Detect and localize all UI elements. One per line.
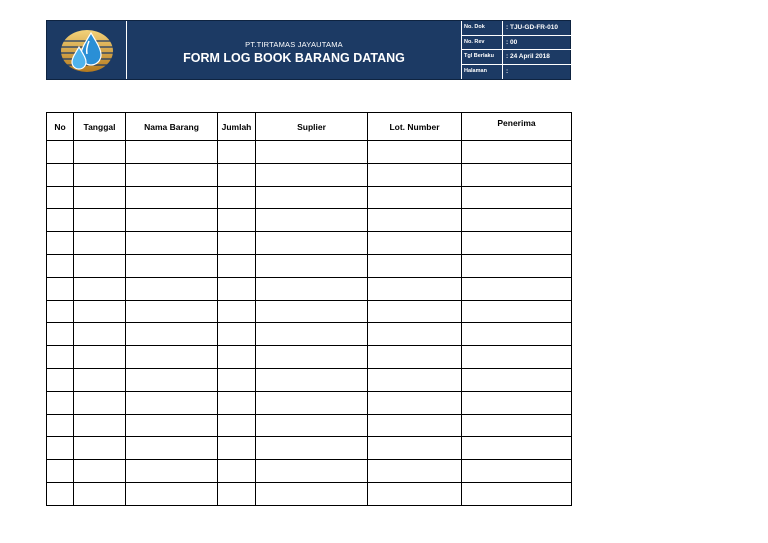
table-cell[interactable]: [47, 437, 74, 460]
table-cell[interactable]: [368, 277, 462, 300]
table-cell[interactable]: [462, 300, 572, 323]
table-cell[interactable]: [256, 141, 368, 164]
table-cell[interactable]: [74, 460, 126, 483]
table-cell[interactable]: [368, 368, 462, 391]
table-row: [47, 209, 572, 232]
table-cell[interactable]: [47, 346, 74, 369]
column-header-tanggal: Tanggal: [74, 113, 126, 141]
table-cell[interactable]: [256, 391, 368, 414]
table-cell[interactable]: [256, 368, 368, 391]
table-cell[interactable]: [47, 414, 74, 437]
logo-cell: [47, 21, 127, 79]
table-row: [47, 323, 572, 346]
table-cell[interactable]: [368, 460, 462, 483]
table-cell[interactable]: [74, 437, 126, 460]
table-cell[interactable]: [47, 482, 74, 505]
table-row: [47, 391, 572, 414]
table-cell[interactable]: [126, 414, 218, 437]
table-cell[interactable]: [218, 254, 256, 277]
meta-value: : 24 April 2018: [506, 53, 550, 60]
column-header-jumlah: Jumlah: [218, 113, 256, 141]
table-cell[interactable]: [74, 141, 126, 164]
table-cell[interactable]: [218, 414, 256, 437]
table-cell[interactable]: [368, 186, 462, 209]
table-cell[interactable]: [218, 277, 256, 300]
meta-label: Halaman: [464, 67, 487, 74]
table-cell[interactable]: [126, 300, 218, 323]
table-cell[interactable]: [218, 186, 256, 209]
table-cell[interactable]: [256, 232, 368, 255]
table-cell[interactable]: [126, 141, 218, 164]
table-row: [47, 346, 572, 369]
table-cell[interactable]: [126, 323, 218, 346]
table-row: [47, 368, 572, 391]
column-header-no: No: [47, 113, 74, 141]
table-cell[interactable]: [462, 163, 572, 186]
table-cell[interactable]: [368, 437, 462, 460]
table-cell[interactable]: [462, 460, 572, 483]
table-cell[interactable]: [368, 391, 462, 414]
table-cell[interactable]: [74, 186, 126, 209]
table-cell[interactable]: [256, 300, 368, 323]
table-cell[interactable]: [368, 300, 462, 323]
table-cell[interactable]: [462, 232, 572, 255]
table-row: [47, 186, 572, 209]
table-cell[interactable]: [47, 232, 74, 255]
meta-value: : TJU-GD-FR-010: [506, 24, 559, 31]
table-row: [47, 232, 572, 255]
table-cell[interactable]: [126, 460, 218, 483]
log-book-table: [46, 112, 572, 506]
table-row: [47, 277, 572, 300]
table-cell[interactable]: [218, 209, 256, 232]
meta-row-page: [462, 65, 571, 80]
table-row: [47, 300, 572, 323]
table-cell[interactable]: [368, 323, 462, 346]
table-cell[interactable]: [126, 391, 218, 414]
table-cell[interactable]: [256, 482, 368, 505]
table-cell[interactable]: [462, 346, 572, 369]
table-row: [47, 460, 572, 483]
table-cell[interactable]: [256, 209, 368, 232]
table-cell[interactable]: [74, 209, 126, 232]
table-cell[interactable]: [47, 391, 74, 414]
company-logo-icon: [57, 27, 117, 75]
table-row: [47, 482, 572, 505]
table-cell[interactable]: [74, 300, 126, 323]
table-cell[interactable]: [256, 346, 368, 369]
table-cell[interactable]: [368, 346, 462, 369]
table-cell[interactable]: [126, 346, 218, 369]
table-cell[interactable]: [74, 232, 126, 255]
table-row: [47, 163, 572, 186]
table-cell[interactable]: [218, 141, 256, 164]
table-cell[interactable]: [47, 163, 74, 186]
table-cell[interactable]: [74, 163, 126, 186]
table-cell[interactable]: [462, 368, 572, 391]
form-title: FORM LOG BOOK BARANG DATANG: [183, 51, 405, 65]
table-cell[interactable]: [256, 254, 368, 277]
table-cell[interactable]: [47, 460, 74, 483]
table-cell[interactable]: [47, 323, 74, 346]
table-cell[interactable]: [462, 186, 572, 209]
table-cell[interactable]: [47, 141, 74, 164]
company-name: PT.TIRTAMAS JAYAUTAMA: [245, 40, 343, 49]
table-row: [47, 437, 572, 460]
meta-label: Tgl Berlaku: [464, 53, 494, 59]
table-cell[interactable]: [126, 277, 218, 300]
table-cell[interactable]: [47, 368, 74, 391]
table-cell[interactable]: [74, 323, 126, 346]
table-cell[interactable]: [462, 277, 572, 300]
table-cell[interactable]: [74, 254, 126, 277]
table-cell[interactable]: [218, 391, 256, 414]
table-cell[interactable]: [256, 460, 368, 483]
meta-row-effective-date: [462, 50, 571, 65]
table-cell[interactable]: [218, 232, 256, 255]
column-header-lot-number: Lot. Number: [368, 113, 462, 141]
table-cell[interactable]: [74, 368, 126, 391]
table-cell[interactable]: [256, 277, 368, 300]
table-cell[interactable]: [368, 209, 462, 232]
table-cell[interactable]: [126, 163, 218, 186]
table-cell[interactable]: [218, 163, 256, 186]
title-cell: [127, 21, 462, 79]
table-cell[interactable]: [218, 346, 256, 369]
table-cell[interactable]: [74, 414, 126, 437]
table-cell[interactable]: [368, 482, 462, 505]
meta-label: No. Rev: [464, 38, 485, 45]
column-header-nama-barang: Nama Barang: [126, 113, 218, 141]
table-cell[interactable]: [462, 437, 572, 460]
table-cell[interactable]: [462, 323, 572, 346]
table-cell[interactable]: [368, 254, 462, 277]
table-cell[interactable]: [47, 254, 74, 277]
table-header-row: [47, 113, 572, 141]
table-cell[interactable]: [218, 300, 256, 323]
table-cell[interactable]: [462, 141, 572, 164]
table-cell[interactable]: [126, 368, 218, 391]
table-cell[interactable]: [47, 209, 74, 232]
column-header-penerima: Penerima: [462, 113, 572, 141]
table-cell[interactable]: [126, 232, 218, 255]
table-cell[interactable]: [368, 232, 462, 255]
table-cell[interactable]: [74, 346, 126, 369]
column-header-suplier: Suplier: [256, 113, 368, 141]
table-cell[interactable]: [74, 391, 126, 414]
table-cell[interactable]: [74, 482, 126, 505]
meta-value: :: [506, 67, 509, 75]
table-cell[interactable]: [218, 460, 256, 483]
table-cell[interactable]: [462, 482, 572, 505]
table-cell[interactable]: [462, 414, 572, 437]
table-cell[interactable]: [126, 209, 218, 232]
table-cell[interactable]: [256, 163, 368, 186]
meta-row-revision: [462, 36, 571, 51]
table-cell[interactable]: [74, 277, 126, 300]
table-row: [47, 254, 572, 277]
table-row: [47, 414, 572, 437]
table-cell[interactable]: [47, 186, 74, 209]
table-cell[interactable]: [126, 186, 218, 209]
table-body: [47, 141, 572, 506]
table-cell[interactable]: [462, 209, 572, 232]
form-header: [46, 20, 571, 80]
table-cell[interactable]: [368, 163, 462, 186]
table-cell[interactable]: [218, 368, 256, 391]
table-cell[interactable]: [462, 391, 572, 414]
meta-row-doc-number: [462, 21, 571, 36]
table-cell[interactable]: [368, 141, 462, 164]
table-cell[interactable]: [256, 186, 368, 209]
table-cell[interactable]: [256, 437, 368, 460]
table-row: [47, 141, 572, 164]
table-cell[interactable]: [218, 323, 256, 346]
table-cell[interactable]: [126, 254, 218, 277]
table-cell[interactable]: [126, 482, 218, 505]
table-cell[interactable]: [47, 300, 74, 323]
table-cell[interactable]: [126, 437, 218, 460]
table-cell[interactable]: [256, 414, 368, 437]
table-cell[interactable]: [218, 437, 256, 460]
document-meta: [462, 21, 571, 79]
table-cell[interactable]: [462, 254, 572, 277]
table-cell[interactable]: [256, 323, 368, 346]
table-cell[interactable]: [47, 277, 74, 300]
meta-value: : 00: [506, 38, 518, 46]
table-cell[interactable]: [218, 482, 256, 505]
table-cell[interactable]: [368, 414, 462, 437]
meta-label: No. Dok: [464, 24, 485, 30]
